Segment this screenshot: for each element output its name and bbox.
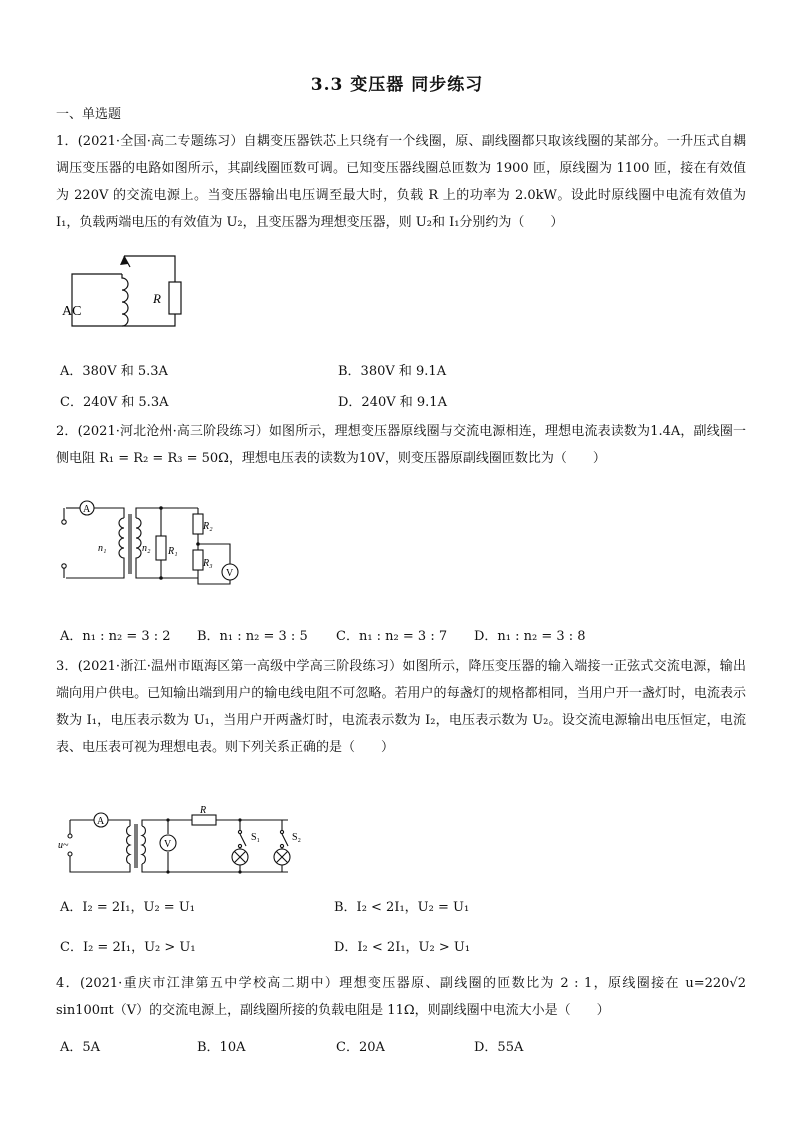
q3-option-b[interactable]: B．I₂ < 2I₁，U₂ = U₁ [334,900,470,915]
figure-step-down-transformer-circuit [58,805,308,878]
q3-option-c[interactable]: C．I₂ = 2I₁，U₂ > U₁ [60,940,196,955]
q3-option-d[interactable]: D．I₂ < 2I₁，U₂ > U₁ [334,940,471,955]
resistor-r-label: R [153,291,161,306]
n2-label: n₂ [142,543,151,554]
q2-option-a[interactable]: A．n₁ : n₂ = 3 : 2 [60,629,171,644]
switch-s1-label: S₁ [251,832,261,843]
question-1-text: 1．(2021·全国·高二专题练习）自耦变压器铁芯上只绕有一个线圈，原、副线圈都只取该线圈的某部分。一升压式自耦调压变压器的电路如图所示，其副线圈匝数可调。已知变压器线圈总匝数为 1900 匝，原线圈为 1100 匝，接在有效值为 220V 的交流电源上。当变压器输出电压调至最大时，负载 R 上的功率为 2.0kW。设此时原线圈中电流有效值为 I₁，负载两端电压的有效值为 U₂，且变压器为理想变压器，则 U₂和 I₁分别约为（ ） [56,134,746,230]
q4-option-b[interactable]: B．10A [197,1040,246,1055]
ammeter-a-label: A [97,816,105,827]
r3-label: R₃ [203,558,213,569]
r2-label: R₂ [203,521,213,532]
switch-s2-label: S₂ [292,832,302,843]
figure-autotransformer-circuit [60,252,190,330]
ac-label: AC [62,304,82,319]
q1-option-d[interactable]: D．240V 和 9.1A [338,395,447,410]
question-2-text: 2．(2021·河北沧州·高三阶段练习）如图所示，理想变压器原线圈与交流电源相连，理想电流表读数为1.4A，副线圈一侧电阻 R₁ = R₂ = R₃ = 50Ω，理想电压表的读数为10V，则变压器原副线圈匝数比为（ ） [56,424,746,466]
q1-option-c[interactable]: C．240V 和 5.3A [60,395,169,410]
q4-option-c[interactable]: C．20A [336,1040,385,1055]
q4-option-d[interactable]: D．55A [474,1040,524,1055]
section-heading: 一、单选题 [56,107,122,122]
q1-option-a[interactable]: A．380V 和 5.3A [60,364,168,379]
resistor-r-label: R [200,805,207,816]
page-title: 3.3 变压器 同步练习 [310,75,484,95]
q3-option-a[interactable]: A．I₂ = 2I₁，U₂ = U₁ [60,900,196,915]
voltmeter-v-label: V [226,568,234,579]
q2-option-d[interactable]: D．n₁ : n₂ = 3 : 8 [474,629,586,644]
q4-option-a[interactable]: A．5A [60,1040,101,1055]
q2-option-c[interactable]: C．n₁ : n₂ = 3 : 7 [336,629,448,644]
q1-option-b[interactable]: B．380V 和 9.1A [338,364,447,379]
question-3-text: 3．(2021·浙江·温州市瓯海区第一高级中学高三阶段练习）如图所示，降压变压器的输入端接一正弦式交流电源，输出端向用户供电。已知输出端到用户的输电线电阻不可忽略。若用户的每盏灯的规格都相同，当用户开一盏灯时，电流表示数为 I₁，电压表示数为 U₁，当用户开两盏灯时，电流表示数为 I₂，电压表示数为 U₂。设交流电源输出电压恒定，电流表、电压表可视为理想电表。则下列关系正确的是（ ） [56,659,746,755]
question-4-text: 4．(2021·重庆市江津第五中学校高二期中）理想变压器原、副线圈的匝数比为 2 : 1，原线圈接在 u=220√2 sin100πt（V）的交流电源上，副线圈所接的负载电阻是 11Ω，则副线圈中电流大小是（ ） [56,976,746,1018]
figure-transformer-resistor-circuit [58,498,246,590]
n1-label: n₁ [98,543,107,554]
source-u-label: u~ [58,840,69,851]
q2-option-b[interactable]: B．n₁ : n₂ = 3 : 5 [197,629,308,644]
ammeter-a-label: A [83,504,91,515]
voltmeter-v-label: V [164,839,172,850]
r1-label: R₁ [168,546,178,557]
